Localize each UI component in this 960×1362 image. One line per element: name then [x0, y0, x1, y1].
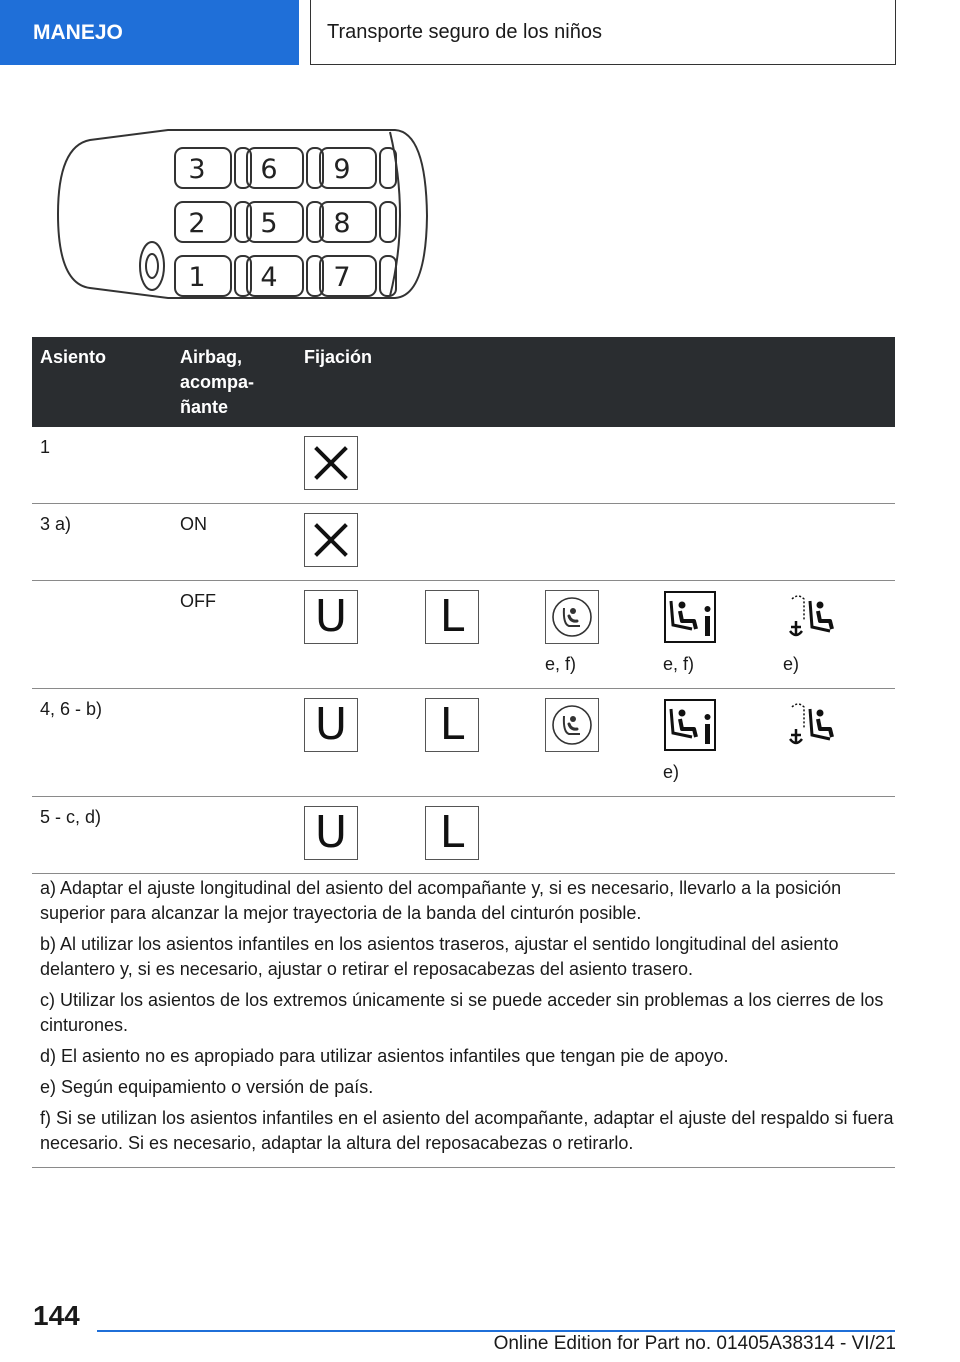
- col-header-airbag: [180, 345, 254, 420]
- seat-box: [175, 202, 251, 242]
- cell-seat: 3 a): [40, 514, 72, 534]
- col-header-airbag-line: ñante: [180, 397, 229, 417]
- cross-icon: [304, 436, 358, 490]
- cell-seat: 1: [40, 437, 51, 457]
- seat-box: [320, 148, 396, 188]
- car-outline: [58, 130, 427, 298]
- child-seat-table: [32, 337, 895, 874]
- col-header-seat: Asiento: [40, 347, 107, 367]
- seat-number: 5: [260, 208, 278, 239]
- icon-note: e, f): [663, 654, 695, 674]
- footer-divider: [97, 1330, 895, 1332]
- seat-number: 2: [188, 208, 206, 239]
- table-row: [32, 427, 895, 504]
- icon-note: e, f): [545, 654, 577, 674]
- footnote: f) Si se utilizan los asientos infantiles en el asiento del acompañante, adaptar el ajuste del respaldo si fuera necesario. Si es necesario, adaptar la altura del reposacabezas o retirarlo.: [40, 1108, 894, 1153]
- forward-facing-seat-icon: [663, 698, 717, 752]
- universal-seat-icon: [425, 590, 479, 644]
- icon-note: e): [663, 762, 680, 782]
- icon-letter: L: [439, 591, 465, 642]
- cell-airbag: ON: [180, 514, 207, 534]
- footnote: c) Utilizar los asientos de los extremos únicamente si se puede acceder sin problemas a los cierres de los cinturones.: [40, 990, 884, 1035]
- forward-facing-seat-icon: [663, 590, 717, 644]
- table-row: [32, 689, 895, 797]
- table-row: [32, 504, 895, 581]
- seat-number: 6: [260, 154, 278, 185]
- seat-box: [320, 256, 396, 296]
- icon-letter: U: [314, 807, 348, 858]
- seat-box: [247, 202, 323, 242]
- page-number: 144: [33, 1300, 80, 1331]
- table-row: [32, 797, 895, 874]
- col-header-airbag-line: acompa-: [180, 372, 255, 392]
- page-title: Transporte seguro de los niños: [327, 20, 602, 43]
- universal-seat-icon: [304, 590, 358, 644]
- seat-number: 1: [188, 262, 206, 293]
- top-tether-seat-icon: [783, 590, 837, 644]
- table-header: [32, 337, 895, 427]
- footnote: a) Adaptar el ajuste longitudinal del asiento del acompañante y, si es necesario, llevarlo a la posición superior para alcanzar la mejor trayectoria de la banda del cinturón posible.: [40, 878, 842, 923]
- table-row: [32, 581, 895, 689]
- steering-wheel-icon: [140, 242, 164, 290]
- icon-letter: U: [314, 591, 348, 642]
- col-header-airbag-line: Airbag,: [180, 347, 243, 367]
- seat-number: 8: [333, 208, 351, 239]
- rear-facing-seat-icon: [545, 590, 599, 644]
- cell-seat: 5 - c, d): [40, 807, 102, 827]
- footnote: e) Según equipamiento o versión de país.: [40, 1077, 374, 1097]
- universal-seat-icon: [304, 698, 358, 752]
- universal-seat-icon: [304, 806, 358, 860]
- seat-number: 7: [333, 262, 351, 293]
- table-body: [32, 427, 895, 874]
- footnote: d) El asiento no es apropiado para utilizar asientos infantiles que tengan pie de apoyo.: [40, 1046, 729, 1066]
- seat-number: 9: [333, 154, 351, 185]
- cell-seat: 4, 6 - b): [40, 699, 103, 719]
- cell-airbag: OFF: [180, 591, 216, 611]
- seat-box: [320, 202, 396, 242]
- seat-number: 4: [260, 262, 278, 293]
- icon-letter: U: [314, 699, 348, 750]
- universal-seat-icon: [425, 698, 479, 752]
- seat-box: [247, 148, 323, 188]
- seat-box: [175, 256, 251, 296]
- icon-letter: L: [439, 699, 465, 750]
- seat-box: [175, 148, 251, 188]
- footer-edition: Online Edition for Part no. 01405A38314 - VI/21: [493, 1333, 896, 1354]
- universal-seat-icon: [425, 806, 479, 860]
- footnotes-divider: [32, 1167, 895, 1168]
- section-tab: [0, 0, 299, 65]
- col-header-fixing: Fijación: [304, 347, 373, 367]
- section-label: MANEJO: [33, 20, 123, 44]
- cross-icon: [304, 513, 358, 567]
- icon-letter: L: [439, 807, 465, 858]
- footnote: b) Al utilizar los asientos infantiles en los asientos traseros, ajustar el sentido longitudinal del asiento delantero y, si es necesario, ajustar o retirar el reposacabezas del asiento trasero.: [40, 934, 839, 979]
- seat-box: [247, 256, 323, 296]
- seat-number: 3: [188, 154, 206, 185]
- top-tether-seat-icon: [783, 698, 837, 752]
- icon-note: e): [783, 654, 800, 674]
- seat-diagram: [50, 124, 430, 304]
- footnotes: [32, 876, 895, 1162]
- rear-facing-seat-icon: [545, 698, 599, 752]
- page-title-box: [310, 0, 896, 65]
